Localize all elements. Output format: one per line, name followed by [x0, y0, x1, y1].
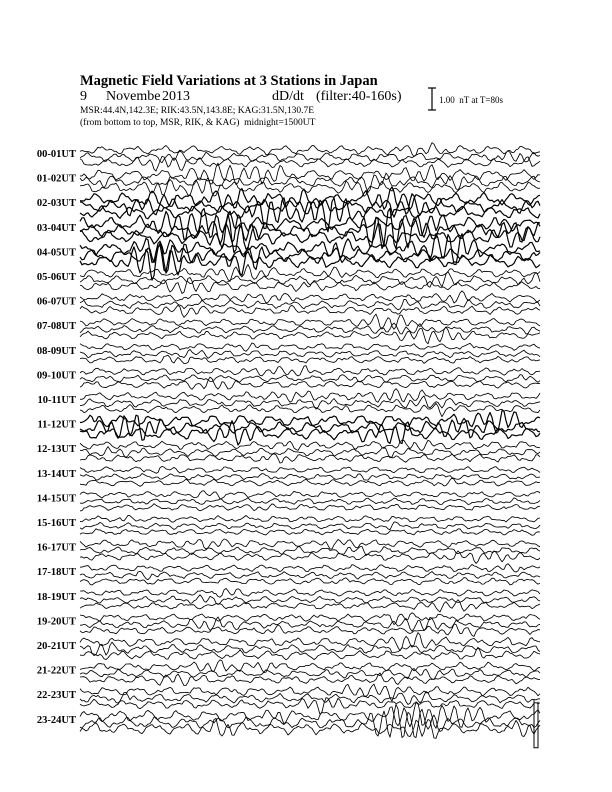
trace-row [37, 411, 540, 445]
trace-row [37, 684, 540, 714]
trace-row [37, 291, 540, 318]
filter-label: (filter:40-160s) [316, 89, 402, 104]
trace-row [37, 440, 540, 463]
stations-coordinates: MSR:44.4N,142.3E; RIK:43.5N,143.8E; KAG:31.5N,130.7E [80, 106, 315, 116]
trace-row [37, 143, 540, 171]
trace-rik [80, 447, 540, 458]
trace-row [37, 539, 540, 563]
trace-rik [80, 375, 540, 383]
row-label: 15-16UT [36, 518, 76, 529]
trace-row [37, 163, 540, 196]
trace-rik [80, 571, 540, 579]
trace-msr [80, 504, 540, 511]
trace-kag [80, 389, 540, 403]
trace-kag [80, 314, 540, 329]
trace-msr [80, 698, 540, 715]
row-label: 10-11UT [37, 395, 76, 406]
trace-msr [80, 529, 540, 536]
trace-rik [80, 272, 540, 288]
trace-kag [80, 291, 540, 303]
trace-row [37, 466, 540, 486]
trace-row [37, 613, 540, 637]
trace-row [37, 234, 540, 281]
trace-rik [80, 522, 540, 530]
row-label: 21-22UT [36, 665, 76, 677]
row-label: 09-10UT [36, 370, 76, 382]
trace-rik [80, 415, 540, 440]
row-label: 13-14UT [36, 468, 76, 480]
row-label: 11-12UT [37, 419, 76, 431]
trace-row [37, 660, 540, 686]
trace-row [37, 588, 540, 612]
row-label: 02-03UT [36, 198, 76, 210]
row-label: 12-13UT [36, 444, 76, 456]
trace-msr [80, 600, 540, 612]
trace-kag [80, 564, 540, 572]
station-order-note: (from bottom to top, MSR, RIK, & KAG) midnight=1500UT [80, 118, 316, 128]
trace-kag [80, 588, 540, 597]
trace-kag [80, 539, 540, 549]
trace-kag [80, 343, 540, 351]
trace-msr [80, 454, 540, 463]
trace-row [37, 366, 540, 390]
scale-bar-label: 1.00 nT at T=80s [439, 95, 503, 105]
month-label: Novembe [106, 89, 161, 104]
day-label: 9 [80, 89, 87, 104]
row-label: 05-06UT [36, 272, 76, 283]
trace-rik [80, 704, 540, 737]
trace-kag [80, 466, 540, 473]
row-label: 00-01UT [36, 149, 76, 160]
trace-rows [37, 143, 540, 748]
trace-row [37, 564, 540, 585]
trace-row [37, 491, 540, 511]
trace-row [37, 389, 540, 417]
trace-msr [80, 624, 540, 636]
trace-kag [80, 440, 540, 451]
row-label: 22-23UT [36, 690, 76, 702]
trace-kag [80, 633, 540, 651]
trace-row [37, 633, 540, 660]
trace-kag [80, 366, 540, 376]
row-label: 04-05UT [36, 247, 76, 259]
row-label: 01-02UT [36, 173, 76, 185]
row-label: 06-07UT [36, 296, 76, 308]
trace-kag [80, 491, 540, 499]
trace-rik [80, 692, 540, 705]
trace-kag [80, 515, 540, 522]
trace-row [37, 515, 540, 535]
year-label: 2013 [162, 89, 190, 104]
row-label: 03-04UT [36, 222, 76, 234]
trace-rik [80, 498, 540, 505]
quantity-label: dD/dt [272, 89, 304, 104]
trace-kag [80, 613, 540, 625]
trace-row [37, 264, 540, 293]
row-label: 14-15UT [36, 493, 76, 505]
row-label: 23-24UT [36, 714, 76, 726]
trace-msr [80, 305, 540, 317]
trace-rik [80, 669, 540, 680]
trace-row [37, 314, 540, 344]
row-label: 08-09UT [36, 345, 76, 357]
row-label: 16-17UT [36, 542, 76, 554]
row-label: 20-21UT [36, 641, 76, 652]
row-label: 18-19UT [36, 591, 76, 603]
trace-msr [80, 377, 540, 389]
scale-bar [428, 88, 436, 110]
chart-title: Magnetic Field Variations at 3 Stations in Japan [80, 73, 378, 89]
trace-kag [80, 264, 540, 281]
trace-row [37, 343, 540, 364]
trace-kag [80, 163, 540, 184]
row-label: 17-18UT [36, 567, 76, 579]
trace-msr [80, 245, 540, 281]
row-label: 07-08UT [36, 321, 76, 333]
trace-rik [80, 595, 540, 605]
row-label: 19-20UT [36, 616, 76, 628]
trace-rik [80, 474, 540, 481]
trace-msr [80, 355, 540, 363]
